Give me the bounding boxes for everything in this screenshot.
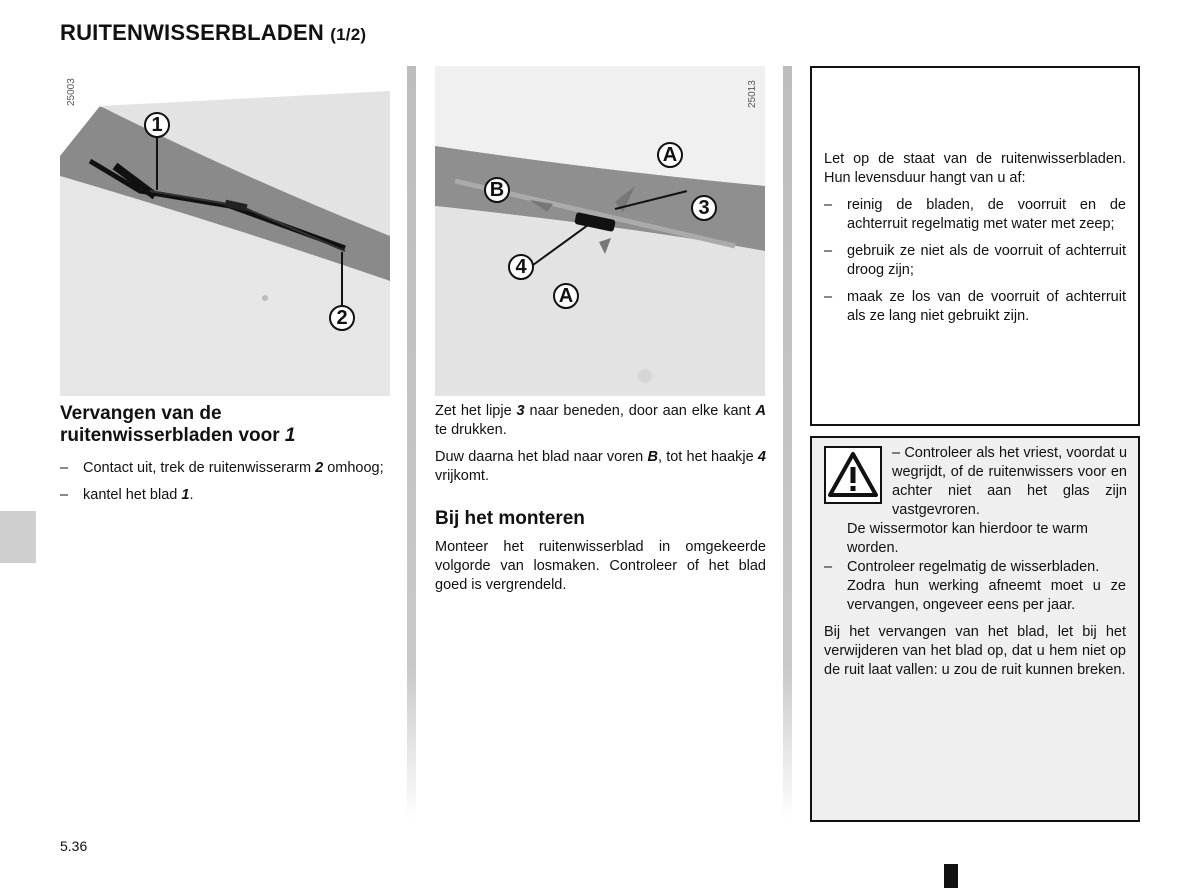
warning-text: Controleer als het vriest, voordat u wegrijdt, of de ruitenwissers voor en achter niet aan het glas zijn vastgevroren. [892,445,1128,518]
heading-ref: 1 [284,425,296,446]
text: naar beneden, door aan elke kant [524,403,756,419]
warning-list [824,558,1126,577]
page-title [60,20,366,46]
wiper-arm-illustration [60,66,390,396]
step-text-end: . [189,487,194,503]
middle-column [435,402,766,603]
title-text: RUITENWISSERBLADEN [60,20,324,45]
list-item: – Controleer regelmatig de wisserbladen. [824,558,1126,577]
warning-box [810,436,1140,822]
chapter-tab [0,511,36,563]
list-item [60,459,392,478]
callout-B: B [484,177,510,203]
callout-leader-2 [341,252,343,306]
callout-A-top: A [657,142,683,168]
column-divider-left [407,66,416,820]
wiper-blade-release-illustration [435,66,765,396]
list-item: – gebruik ze niet als de voorruit of achterruit droog zijn; [824,242,1126,280]
info-box [810,66,1140,426]
warning-item-1-continued: De wissermotor kan hierdoor te warm worden. [847,521,1088,556]
warning-item-1: – Controleer als het vriest, voordat u wegrijdt, of de ruitenwissers voor en achter niet aan het glas zijn vastgevroren. [892,445,1128,518]
warning-closing: Bij het vervangen van het blad, let bij het verwijderen van het blad op, dat u hem niet op de ruit laat vallen: u zou de ruit kunnen breken. [824,624,1126,678]
replace-steps-list [60,459,392,505]
figure-code: 25013 [747,80,758,108]
text: Duw daarna het blad naar voren [435,449,648,465]
warning-item-2-continued: Zodra hun werking afneemt moet u ze vervangen, ongeveer eens per jaar. [847,578,1126,613]
instruction-paragraph-1 [435,402,766,440]
step-text-end: omhoog; [323,460,384,476]
title-part-indicator: (1/2) [330,25,367,44]
heading-text: Vervangen van de ruitenwisserbladen voor [60,403,285,446]
list-item: – maak ze los van de voorruit of achterruit als ze lang niet gebruikt zijn. [824,288,1126,326]
callout-A-bottom: A [553,283,579,309]
page-number: 5.36 [60,838,88,854]
list-item: – reinig de bladen, de voorruit en de achterruit regelmatig met water met zeep; [824,196,1126,234]
callout-1: 1 [144,112,170,138]
callout-3: 3 [691,195,717,221]
column-divider-right [783,66,792,820]
left-column [60,403,392,513]
callout-2: 2 [329,305,355,331]
text: , tot het haakje [657,449,758,465]
list-item [60,486,392,505]
text: vrijkomt. [435,468,489,484]
ref: B [647,449,658,465]
warning-triangle-icon [824,446,882,504]
step-ref: 1 [181,487,190,503]
info-intro: Let op de staat van de ruitenwisserbladen. Hun levensduur hangt van u af: [824,151,1126,186]
mounting-paragraph: Monteer het ruitenwisserblad in omgekeerde volgorde van losmaken. Controleer of het blad goed is vergrendeld. [435,539,766,593]
section-heading-mounting: Bij het monteren [435,508,585,529]
callout-leader-1 [156,138,158,190]
instruction-paragraph-2 [435,448,766,486]
step-text: Contact uit, trek de ruitenwisserarm [83,460,316,476]
info-list [824,196,1126,326]
section-heading-replace [60,403,392,447]
ref: A [755,403,766,419]
figure-code: 25003 [66,78,77,106]
callout-4: 4 [508,254,534,280]
text: Zet het lipje [435,403,517,419]
registration-mark [944,864,958,888]
ref: 3 [516,403,525,419]
ref: 4 [757,449,766,465]
step-ref: 2 [315,460,324,476]
text: te drukken. [435,422,507,438]
step-text: kantel het blad [83,487,182,503]
